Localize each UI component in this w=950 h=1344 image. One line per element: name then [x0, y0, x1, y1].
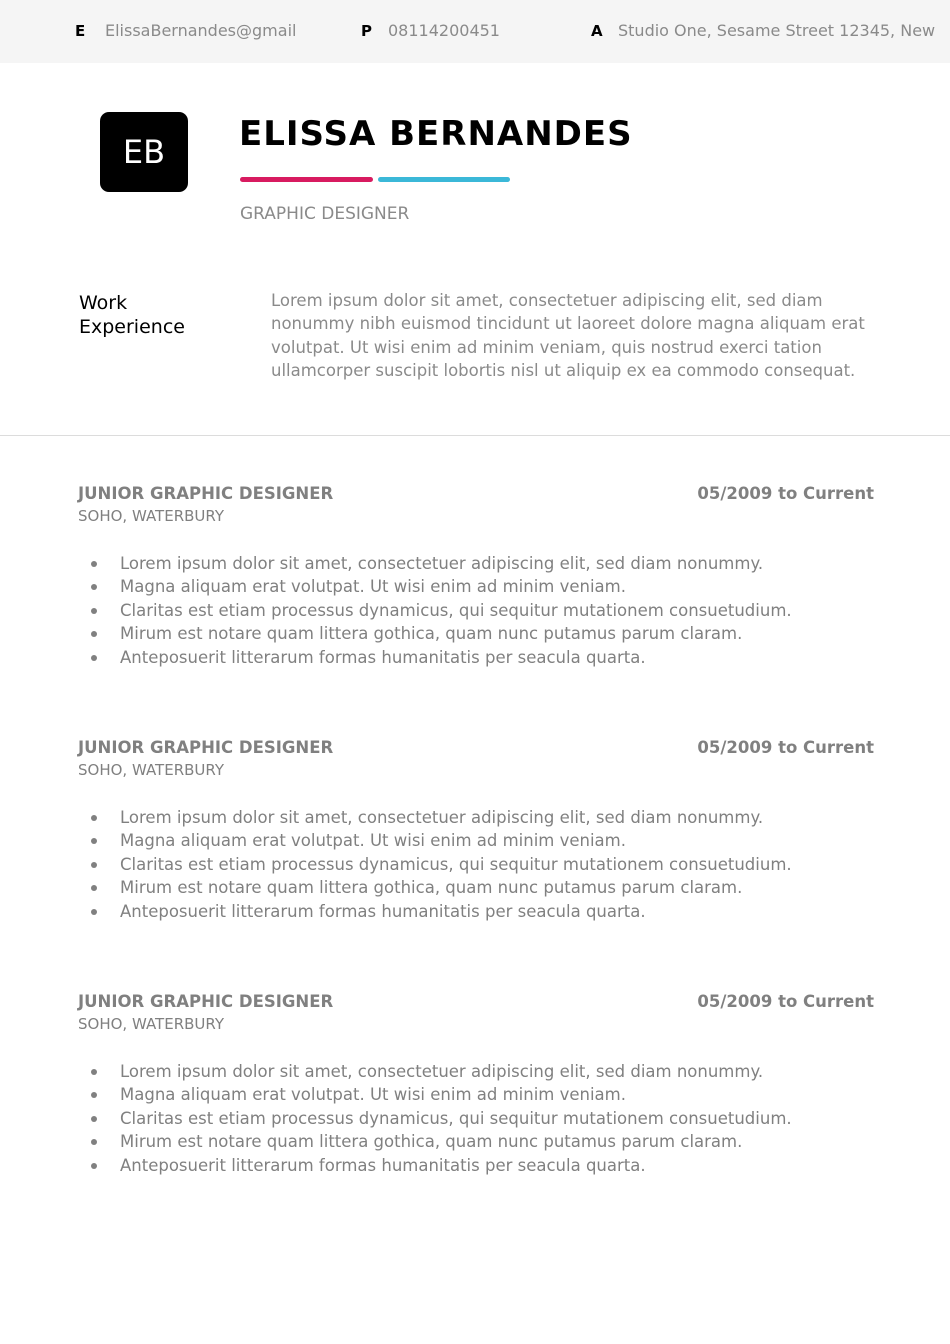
work-experience-summary: Lorem ipsum dolor sit amet, consectetuer adipiscing elit, sed diam nonummy nibh euismod tincidunt ut laoreet dolore magna aliquam erat volutpat. Ut wisi enim ad minim veniam, quis nostrud exerci tation ullamcorper suscipit lobortis nisl ut aliquip ex ea commodo consequat. — [271, 291, 865, 381]
email-key-label: E — [75, 22, 86, 40]
job-bullet-item: Lorem ipsum dolor sit amet, consectetuer adipiscing elit, sed diam nonummy. — [78, 806, 792, 829]
job-dates: 05/2009 to Current — [697, 738, 874, 757]
job-bullet-item: Magna aliquam erat volutpat. Ut wisi enim ad minim veniam. — [78, 829, 792, 852]
job-company: SOHO, WATERBURY — [78, 761, 225, 779]
job-bullet-item: Lorem ipsum dolor sit amet, consectetuer adipiscing elit, sed diam nonummy. — [78, 1060, 792, 1083]
job-company: SOHO, WATERBURY — [78, 1015, 225, 1033]
job-bullet-item: Anteposuerit litterarum formas humanitatis per seacula quarta. — [78, 1154, 792, 1177]
job-bullet-item: Magna aliquam erat volutpat. Ut wisi enim ad minim veniam. — [78, 575, 792, 598]
section-divider — [0, 435, 950, 436]
job-bullet-item: Magna aliquam erat volutpat. Ut wisi enim ad minim veniam. — [78, 1083, 792, 1106]
job-bullet-item: Claritas est etiam processus dynamicus, qui sequitur mutationem consuetudium. — [78, 599, 792, 622]
candidate-title: GRAPHIC DESIGNER — [240, 204, 410, 224]
job-bullet-item: Anteposuerit litterarum formas humanitatis per seacula quarta. — [78, 646, 792, 669]
job-bullet-list — [78, 552, 792, 669]
job-role: JUNIOR GRAPHIC DESIGNER — [78, 992, 334, 1011]
contact-email — [75, 21, 296, 40]
job-bullet-item: Mirum est notare quam littera gothica, quam nunc putamus parum claram. — [78, 1130, 792, 1153]
accent-bar-blue — [378, 177, 510, 182]
job-bullet-item: Claritas est etiam processus dynamicus, qui sequitur mutationem consuetudium. — [78, 1107, 792, 1130]
job-bullet-item: Claritas est etiam processus dynamicus, qui sequitur mutationem consuetudium. — [78, 853, 792, 876]
job-bullet-list — [78, 1060, 792, 1177]
email-value: ElissaBernandes@gmail — [105, 21, 297, 40]
job-bullet-item: Anteposuerit litterarum formas humanitatis per seacula quarta. — [78, 900, 792, 923]
job-company: SOHO, WATERBURY — [78, 507, 225, 525]
phone-value: 08114200451 — [388, 21, 500, 40]
contact-phone — [361, 21, 500, 40]
phone-key-label: P — [361, 22, 372, 40]
section-heading-work-experience: Work Experience — [79, 292, 185, 338]
job-bullet-item: Mirum est notare quam littera gothica, quam nunc putamus parum claram. — [78, 622, 792, 645]
job-dates: 05/2009 to Current — [697, 992, 874, 1011]
job-role: JUNIOR GRAPHIC DESIGNER — [78, 738, 334, 757]
contact-address — [591, 21, 935, 40]
accent-bar-pink — [240, 177, 373, 182]
job-bullet-list — [78, 806, 792, 923]
job-dates: 05/2009 to Current — [697, 484, 874, 503]
address-value: Studio One, Sesame Street 12345, New — [618, 21, 936, 40]
job-bullet-item: Mirum est notare quam littera gothica, quam nunc putamus parum claram. — [78, 876, 792, 899]
job-role: JUNIOR GRAPHIC DESIGNER — [78, 484, 334, 503]
candidate-name: ELISSA BERNANDES — [239, 114, 633, 154]
job-bullet-item: Lorem ipsum dolor sit amet, consectetuer adipiscing elit, sed diam nonummy. — [78, 552, 792, 575]
monogram-badge: EB — [100, 112, 188, 192]
contact-bar — [0, 0, 950, 63]
address-key-label: A — [591, 22, 603, 40]
